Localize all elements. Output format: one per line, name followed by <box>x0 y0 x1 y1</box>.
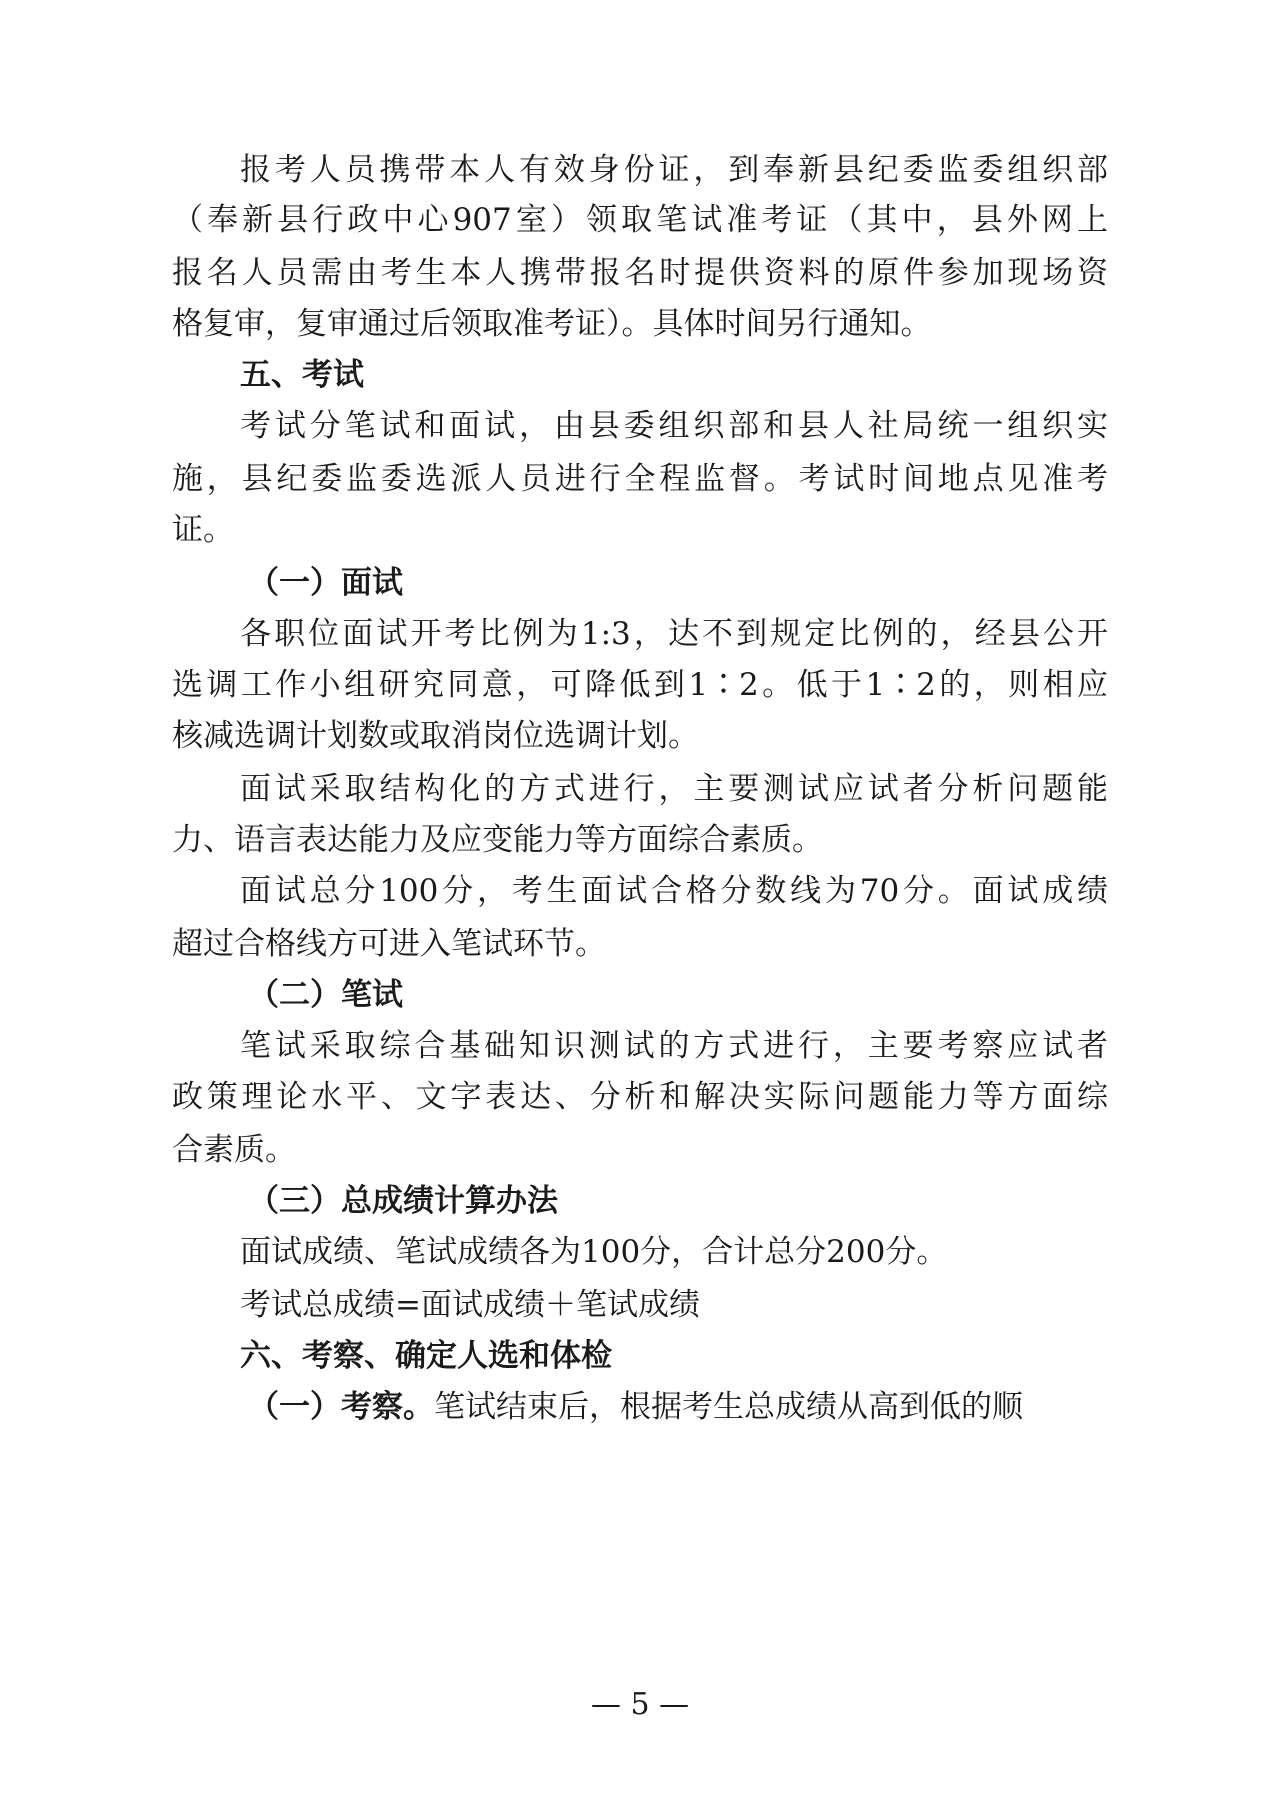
paragraph-line: 合素质。 <box>172 1132 296 1168</box>
inline-heading-inspection: （一）考察。 <box>248 1389 434 1425</box>
subsection-heading-interview: （一）面试 <box>248 565 403 601</box>
paragraph-line: 面试采取结构化的方式进行，主要测试应试者分析问题能 <box>240 771 1108 807</box>
paragraph-line: 力、语言表达能力及应变能力等方面综合素质。 <box>172 822 823 858</box>
formula-line: 考试总成绩=面试成绩＋笔试成绩 <box>240 1287 700 1323</box>
paragraph-line <box>248 1387 1108 1427</box>
paragraph-line: 超过合格线方可进入笔试环节。 <box>172 926 606 962</box>
paragraph-line: 证。 <box>172 512 234 548</box>
paragraph-line: 报考人员携带本人有效身份证，到奉新县纪委监委组织部 <box>240 152 1108 188</box>
subsection-heading-total-score: （三）总成绩计算办法 <box>248 1183 558 1219</box>
paragraph-line: 考试分笔试和面试，由县委组织部和县人社局统一组织实 <box>240 408 1108 444</box>
inline-text: 笔试结束后，根据考生总成绩从高到低的顺 <box>434 1389 1023 1425</box>
page-number: — 5 — <box>590 1687 690 1722</box>
paragraph-line: （奉新县行政中心907室）领取笔试准考证（其中，县外网上 <box>172 202 1108 238</box>
paragraph-line: 核减选调计划数或取消岗位选调计划。 <box>172 718 699 754</box>
paragraph-line: 面试成绩、笔试成绩各为100分，合计总分200分。 <box>240 1234 948 1270</box>
paragraph-line: 选调工作小组研究同意，可降低到1∶2。低于1∶2的，则相应 <box>172 667 1108 703</box>
paragraph-line: 格复审，复审通过后领取准考证）。具体时间另行通知。 <box>172 306 932 342</box>
section-heading-exam: 五、考试 <box>240 357 364 393</box>
section-heading-inspection: 六、考察、确定人选和体检 <box>240 1338 612 1374</box>
paragraph-line: 施，县纪委监委选派人员进行全程监督。考试时间地点见准考 <box>172 461 1108 497</box>
paragraph-line: 政策理论水平、文字表达、分析和解决实际问题能力等方面综 <box>172 1079 1108 1115</box>
subsection-heading-written: （二）笔试 <box>248 977 403 1013</box>
paragraph-line: 笔试采取综合基础知识测试的方式进行，主要考察应试者 <box>240 1028 1108 1064</box>
paragraph-line: 面试总分100分，考生面试合格分数线为70分。面试成绩 <box>240 873 1108 909</box>
paragraph-line: 报名人员需由考生本人携带报名时提供资料的原件参加现场资 <box>172 255 1108 291</box>
paragraph-line: 各职位面试开考比例为1:3，达不到规定比例的，经县公开 <box>240 616 1108 652</box>
